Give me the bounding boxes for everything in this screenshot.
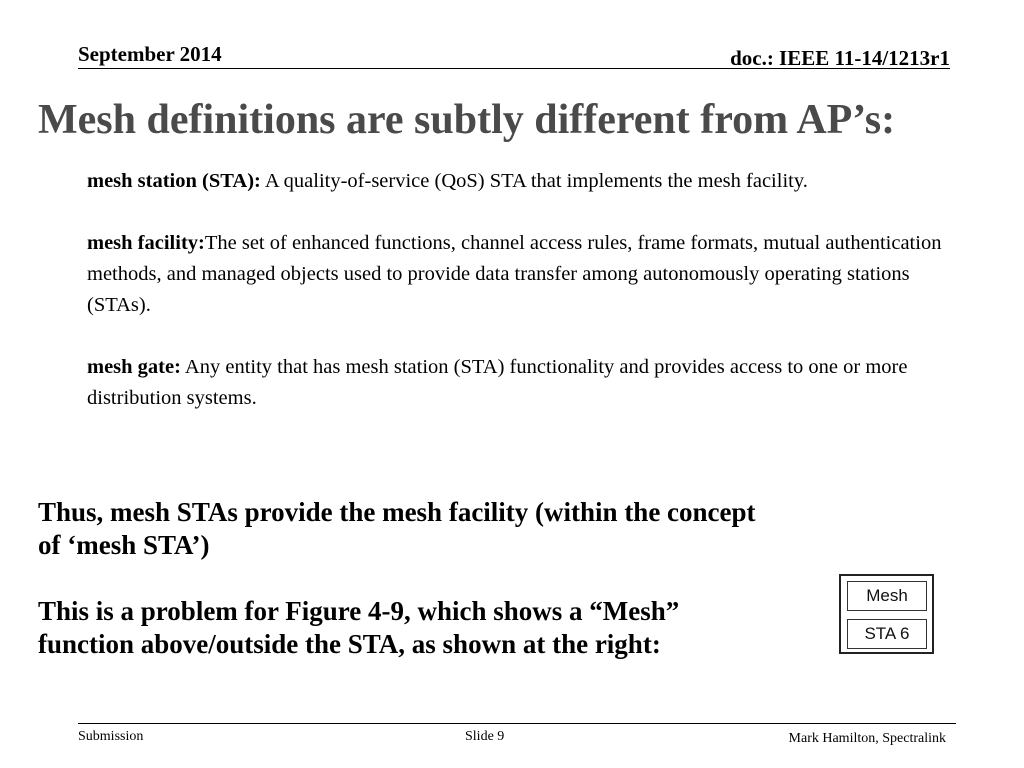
definition-term: mesh gate: xyxy=(87,356,181,378)
spacer xyxy=(38,562,758,595)
figure-mesh-box: Mesh xyxy=(847,581,927,611)
figure-mesh-sta xyxy=(839,574,934,654)
definition-mesh-facility xyxy=(87,228,947,259)
spacer xyxy=(87,197,947,228)
definition-term: mesh facility: xyxy=(87,232,205,254)
header-date: September 2014 xyxy=(78,42,222,66)
footer-author: Mark Hamilton, Spectralink xyxy=(788,731,946,746)
slide-title: Mesh definitions are subtly different from AP’s: xyxy=(38,97,896,143)
header-divider xyxy=(78,68,950,69)
definition-mesh-gate xyxy=(87,352,947,414)
figure-sta-box: STA 6 xyxy=(847,619,927,649)
footer-divider xyxy=(78,723,956,724)
definition-text: A quality-of-service (QoS) STA that implements the mesh facility. xyxy=(260,170,808,192)
footer-slide-number: Slide 9 xyxy=(465,729,505,744)
definition-mesh-facility-cont: methods, and managed objects used to provide data transfer among autonomously operating stations (STAs). xyxy=(87,263,910,316)
footer-submission: Submission xyxy=(78,729,144,744)
definition-text: Any entity that has mesh station (STA) functionality and provides access to one or more distribution systems. xyxy=(87,356,908,409)
definition-mesh-station xyxy=(87,166,947,197)
conclusion-para-2: This is a problem for Figure 4-9, which shows a “Mesh” function above/outside the STA, as shown at the right: xyxy=(38,596,680,659)
definitions-block xyxy=(87,166,947,414)
conclusion-block xyxy=(38,496,758,661)
header-doc-id: doc.: IEEE 11-14/1213r1 xyxy=(730,46,950,70)
conclusion-para-1: Thus, mesh STAs provide the mesh facility (within the concept of ‘mesh STA’) xyxy=(38,497,756,560)
definition-text: The set of enhanced functions, channel access rules, frame formats, mutual authentication xyxy=(204,232,942,254)
spacer xyxy=(87,321,947,352)
definition-term: mesh station (STA): xyxy=(87,170,261,192)
